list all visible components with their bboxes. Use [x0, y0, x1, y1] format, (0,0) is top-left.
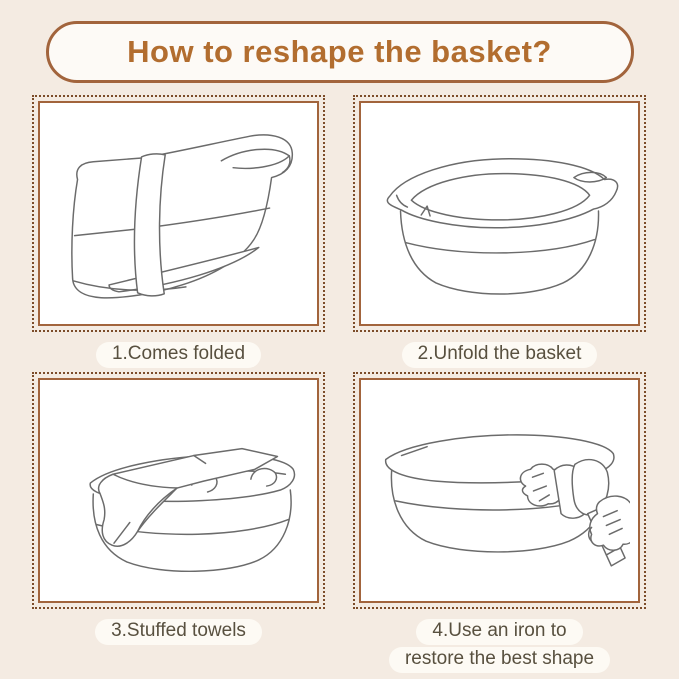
- step-1-caption-text: 1.Comes folded: [96, 342, 261, 368]
- unfolded-basket-illustration: [369, 112, 630, 315]
- folded-basket-illustration: [48, 112, 309, 315]
- step-2: [353, 95, 646, 372]
- step-3-caption-text: 3.Stuffed towels: [95, 619, 262, 645]
- step-4-caption-line-2: restore the best shape: [389, 647, 610, 673]
- page-title: How to reshape the basket?: [127, 34, 552, 69]
- step-1-panel: [32, 95, 325, 332]
- steps-grid: [32, 95, 679, 676]
- step-3: [32, 372, 325, 676]
- step-4-caption-line-1: 4.Use an iron to: [416, 619, 582, 645]
- step-1: [32, 95, 325, 372]
- step-1-caption: [96, 342, 261, 369]
- step-4-panel: [353, 372, 646, 609]
- stuffed-towels-illustration: [48, 389, 309, 592]
- step-4-caption: [389, 619, 610, 673]
- ironing-basket-illustration: [369, 389, 630, 592]
- step-3-caption: [95, 619, 262, 646]
- step-3-panel: [32, 372, 325, 609]
- step-2-caption-text: 2.Unfold the basket: [402, 342, 598, 368]
- step-2-caption: [402, 342, 598, 369]
- step-4: [353, 372, 646, 676]
- step-2-panel: [353, 95, 646, 332]
- title-banner: [46, 21, 634, 83]
